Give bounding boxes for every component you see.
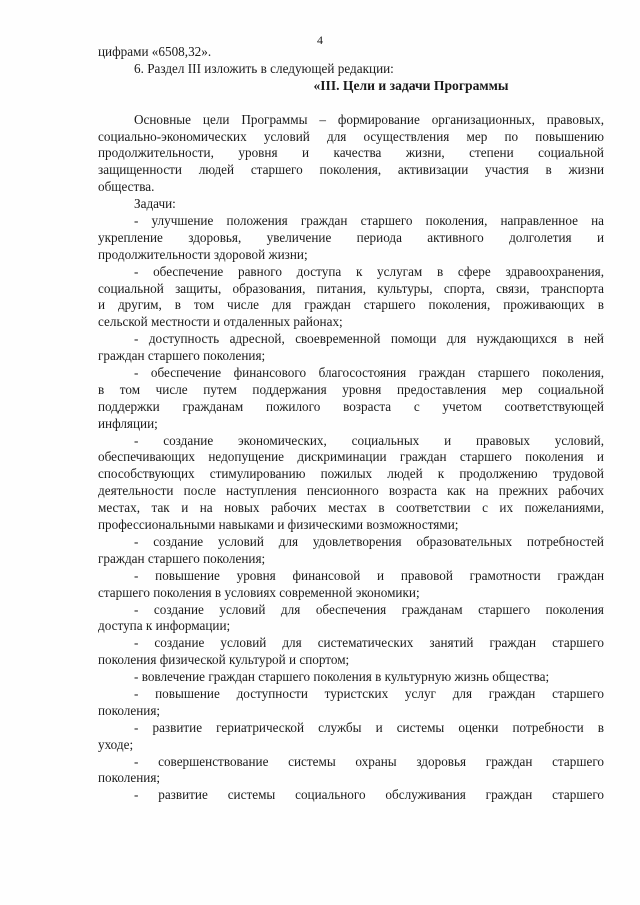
text-line: защищенности людей старшего поколения, активизации участия в жизни <box>98 162 604 178</box>
paragraph-first-line: - вовлечение граждан старшего поколения в культурную жизнь общества; <box>134 669 550 685</box>
document-body <box>98 44 604 804</box>
paragraph-first-line: - улучшение положения граждан старшего поколения, направленное на <box>134 213 604 229</box>
paragraph-gap <box>98 95 604 112</box>
text-line: поколения; <box>98 770 161 786</box>
text-line: граждан старшего поколения; <box>98 348 266 364</box>
text-line: общества. <box>98 179 155 195</box>
text-line: профессиональными навыками и физическими возможностями; <box>98 517 459 533</box>
text-line: доступа к информации; <box>98 618 231 634</box>
paragraph-first-line: - создание условий для обеспечения гражданам старшего поколения <box>134 601 604 617</box>
text-line: цифрами «6508,32». <box>98 44 212 59</box>
text-line: социально-экономических условий для осуществления мер по повышению <box>98 128 604 144</box>
text-line: граждан старшего поколения; <box>98 550 266 566</box>
text-line: поколения физической культурой и спортом; <box>98 652 350 668</box>
text-line: в том числе путем поддержания уровня предоставления мер социальной <box>98 381 604 397</box>
text-line: поколения; <box>98 702 161 718</box>
paragraph-first-line: - обеспечение финансового благосостояния граждан старшего поколения, <box>134 365 604 381</box>
page-number: 4 <box>317 33 323 47</box>
paragraph-first-line: - развитие системы социального обслуживания граждан старшего <box>134 787 604 803</box>
paragraph-first-line: - создание экономических, социальных и правовых условий, <box>134 432 604 448</box>
paragraph-first-line: - обеспечение равного доступа к услугам в сфере здравоохранения, <box>134 263 604 279</box>
text-line: продолжительности здоровой жизни; <box>98 246 308 262</box>
paragraph-first-line: - развитие гериатрической службы и системы оценки потребности в <box>134 719 604 735</box>
paragraph-first-line: 6. Раздел III изложить в следующей редакции: <box>134 60 394 76</box>
text-line: местах, так и на новых рабочих местах в соответствии с их пожеланиями, <box>98 500 604 516</box>
paragraph-first-line: - совершенствование системы охраны здоровья граждан старшего <box>134 753 604 769</box>
paragraph-first-line: - повышение уровня финансовой и правовой грамотности граждан <box>134 567 604 583</box>
text-line: старшего поколения в условиях современной экономики; <box>98 584 420 600</box>
paragraph-first-line: - создание условий для систематических занятий граждан старшего <box>134 635 604 651</box>
text-line: поддержки гражданам пожилого возраста с учетом соответствующей <box>98 398 604 414</box>
text-line: укрепление здоровья, увеличение периода активного долголетия и <box>98 229 604 245</box>
text-line: сельской местности и отдаленных районах; <box>98 314 343 330</box>
section-heading: «III. Цели и задачи Программы <box>313 77 509 93</box>
text-line: инфляции; <box>98 415 158 431</box>
text-line: уходе; <box>98 736 134 752</box>
text-line: и другим, в том числе для граждан старшего поколения, проживающих в <box>98 297 604 313</box>
paragraph-first-line: Задачи: <box>134 196 176 212</box>
paragraph-first-line: - доступность адресной, своевременной помощи для нуждающихся в ней <box>134 331 604 347</box>
text-line: социальной защиты, образования, питания, культуры, спорта, связи, транспорта <box>98 280 604 296</box>
text-line: деятельности после наступления пенсионного возраста как на прежних рабочих <box>98 483 604 499</box>
paragraph-first-line: Основные цели Программы – формирование организационных, правовых, <box>134 111 604 127</box>
text-line: обеспечивающих недопущение дискриминации граждан старшего поколения и <box>98 449 604 465</box>
text-line: способствующих стимулированию пожилых людей к продолжению трудовой <box>98 466 604 482</box>
text-line: продолжительности, уровня и качества жизни, степени социальной <box>98 145 604 161</box>
paragraph-first-line: - повышение доступности туристских услуг для граждан старшего <box>134 685 604 701</box>
paragraph-first-line: - создание условий для удовлетворения образовательных потребностей <box>134 533 604 549</box>
